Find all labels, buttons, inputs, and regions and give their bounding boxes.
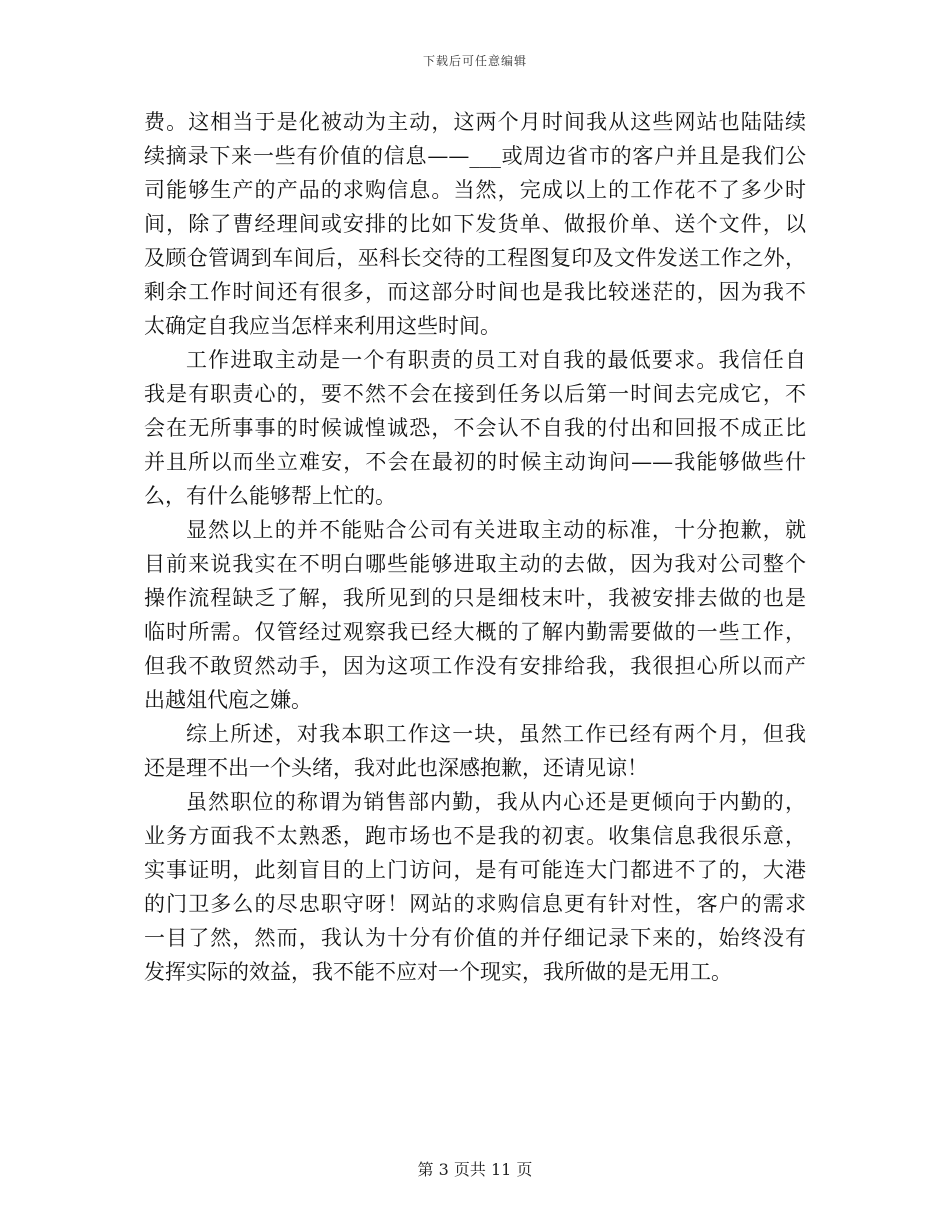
text-line: 么，有什么能够帮上忙的。 [144,484,396,508]
text-line: 目前来说我实在不明白哪些能够进取主动的去做，因为我对公司整个 [144,552,806,576]
text-line: 发挥实际的效益，我不能不应对一个现实，我所做的是无用工。 [144,960,732,984]
text-line: 操作流程缺乏了解，我所见到的只是细枝末叶，我被安排去做的也是 [144,586,806,610]
text-line: 及顾仓管调到车间后，巫科长交待的工程图复印及文件发送工作之外， [144,246,806,270]
text-line: 太确定自我应当怎样来利用这些时间。 [144,314,501,338]
text-line: 出越俎代庖之嫌。 [144,688,312,712]
text-line: 一目了然，然而，我认为十分有价值的并仔细记录下来的，始终没有 [144,926,806,950]
text-line: 续摘录下来一些有价值的信息——___或周边省市的客户并且是我们公 [144,144,806,168]
text-line: 但我不敢贸然动手，因为这项工作没有安排给我，我很担心所以而产 [144,654,806,678]
text-line: 并且所以而坐立难安，不会在最初的时候主动询问——我能够做些什 [144,450,806,474]
text-line: 间，除了曹经理间或安排的比如下发货单、做报价单、送个文件，以 [144,212,806,236]
text-line: 显然以上的并不能贴合公司有关进取主动的标准，十分抱歉，就 [186,518,806,542]
document-body [144,105,806,989]
page-header: 下载后可任意编辑 [422,54,527,68]
text-line: 剩余工作时间还有很多，而这部分时间也是我比较迷茫的，因为我不 [144,280,806,304]
text-line: 司能够生产的产品的求购信息。当然，完成以上的工作花不了多少时 [144,178,806,202]
text-line: 还是理不出一个头绪，我对此也深感抱歉，还请见谅！ [144,756,648,780]
text-line: 实事证明，此刻盲目的上门访问，是有可能连大门都进不了的，大港 [144,858,806,882]
text-line: 业务方面我不太熟悉，跑市场也不是我的初衷。收集信息我很乐意， [144,824,806,848]
text-line: 临时所需。仅管经过观察我已经大概的了解内勤需要做的一些工作， [144,620,806,644]
text-line: 费。这相当于是化被动为主动，这两个月时间我从这些网站也陆陆续 [144,110,806,134]
text-line: 的门卫多么的尽忠职守呀！网站的求购信息更有针对性，客户的需求 [144,892,806,916]
text-line: 我是有职责心的，要不然不会在接到任务以后第一时间去完成它，不 [144,382,806,406]
text-line: 会在无所事事的时候诚惶诚恐，不会认不自我的付出和回报不成正比 [144,416,806,440]
text-line: 工作进取主动是一个有职责的员工对自我的最低要求。我信任自 [186,348,806,372]
text-line: 综上所述，对我本职工作这一块，虽然工作已经有两个月，但我 [186,722,806,746]
page-number: 第 3 页共 11 页 [417,1160,533,1179]
text-line: 虽然职位的称谓为销售部内勤，我从内心还是更倾向于内勤的， [186,790,806,814]
